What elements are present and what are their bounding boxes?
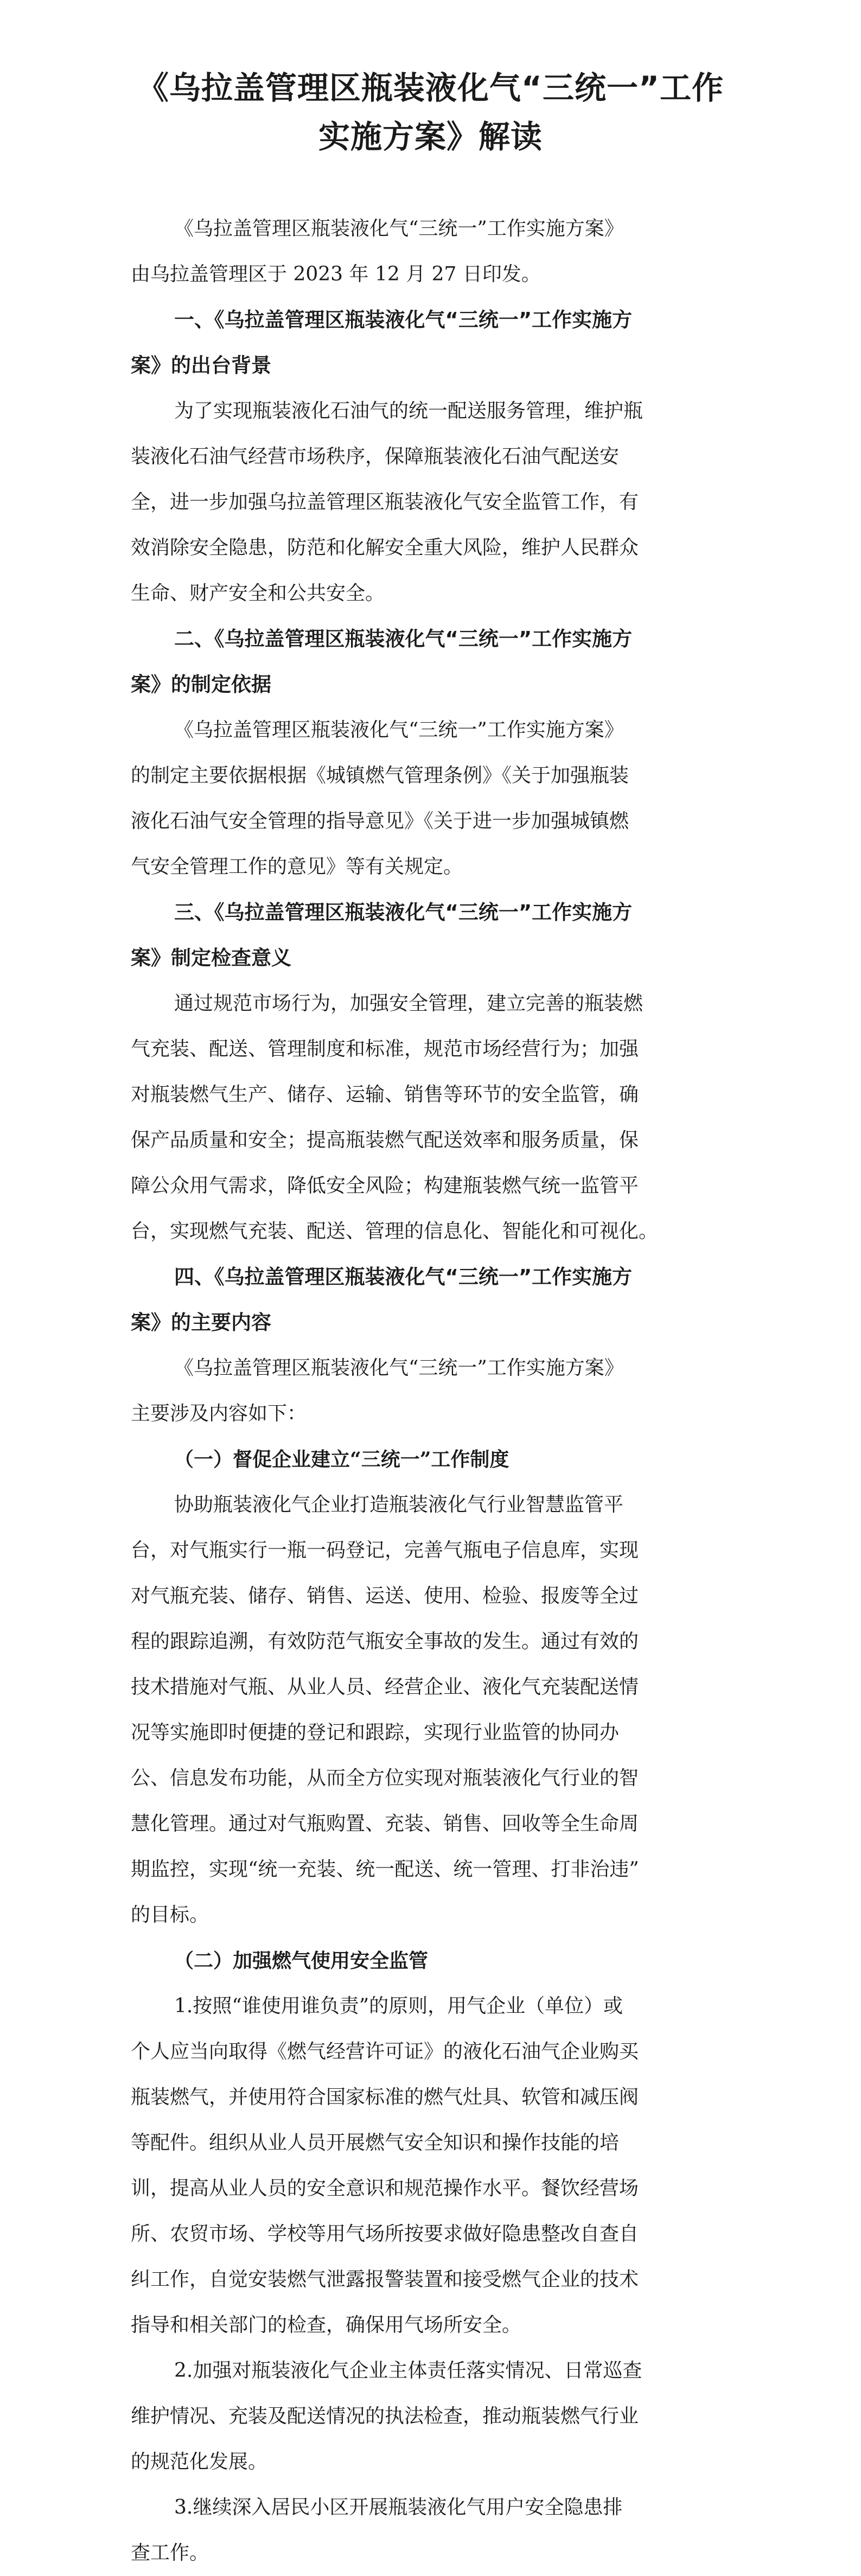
section-heading: 三、《乌拉盖管理区瓶装液化气“三统一”工作实施方 bbox=[174, 901, 633, 924]
section-heading: 一、《乌拉盖管理区瓶装液化气“三统一”工作实施方 bbox=[174, 308, 633, 331]
body-line: 程的跟踪追溯，有效防范气瓶安全事故的发生。通过有效的 bbox=[131, 1630, 639, 1653]
subsection-heading: （一）督促企业建立“三统一”工作制度 bbox=[174, 1448, 509, 1471]
paragraph-first-line: 3.继续深入居民小区开展瓶装液化气用户安全隐患排 bbox=[174, 2496, 623, 2518]
body-line: 个人应当向取得《燃气经营许可证》的液化石油气企业购买 bbox=[131, 2041, 639, 2063]
body-line: 气安全管理工作的意见》等有关规定。 bbox=[131, 856, 463, 878]
paragraph-first-line: 协助瓶装液化气企业打造瓶装液化气行业智慧监管平 bbox=[174, 1494, 624, 1516]
body-line: 对气瓶充装、储存、销售、运送、使用、检验、报废等全过 bbox=[131, 1585, 639, 1607]
body-line: 纠工作，自觉安装燃气泄露报警装置和接受燃气企业的技术 bbox=[131, 2268, 639, 2291]
body-line: 台，实现燃气充装、配送、管理的信息化、智能化和可视化。 bbox=[131, 1220, 659, 1242]
subsection-heading: （二）加强燃气使用安全监管 bbox=[174, 1949, 429, 1972]
body-line: 台，对气瓶实行一瓶一码登记，完善气瓶电子信息库，实现 bbox=[131, 1539, 639, 1561]
body-line: 由乌拉盖管理区于 2023 年 12 月 27 日印发。 bbox=[131, 263, 541, 285]
paragraph-first-line: 通过规范市场行为，加强安全管理，建立完善的瓶装燃 bbox=[174, 992, 643, 1015]
section-heading-continued: 案》的制定依据 bbox=[131, 673, 271, 696]
paragraph-first-line: 《乌拉盖管理区瓶装液化气“三统一”工作实施方案》 bbox=[174, 218, 624, 240]
body-line: 液化石油气安全管理的指导意见》《关于进一步加强城镇燃 bbox=[131, 810, 629, 832]
body-line: 维护情况、充装及配送情况的执法检查，推动瓶装燃气行业 bbox=[131, 2405, 639, 2427]
section-heading: 二、《乌拉盖管理区瓶装液化气“三统一”工作实施方 bbox=[174, 627, 633, 651]
paragraph-first-line: 2.加强对瓶装液化气企业主体责任落实情况、日常巡查 bbox=[174, 2360, 642, 2382]
body-line: 保产品质量和安全；提高瓶装燃气配送效率和服务质量，保 bbox=[131, 1129, 639, 1151]
body-line: 等配件。组织从业人员开展燃气安全知识和操作技能的培 bbox=[131, 2132, 620, 2154]
document-title-line-1: 《乌拉盖管理区瓶装液化气“三统一”工作 bbox=[137, 69, 724, 106]
body-line: 装液化石油气经营市场秩序，保障瓶装液化石油气配送安 bbox=[131, 445, 620, 468]
body-line: 查工作。 bbox=[131, 2542, 209, 2564]
body-line: 的目标。 bbox=[131, 1904, 209, 1926]
section-heading-continued: 案》制定检查意义 bbox=[131, 946, 291, 970]
body-line: 障公众用气需求，降低安全风险；构建瓶装燃气统一监管平 bbox=[131, 1175, 639, 1197]
body-line: 况等实施即时便捷的登记和跟踪，实现行业监管的协同办 bbox=[131, 1721, 620, 1744]
body-line: 指导和相关部门的检查，确保用气场所安全。 bbox=[131, 2314, 522, 2336]
body-line: 的规范化发展。 bbox=[131, 2451, 268, 2473]
body-line: 效消除安全隐患，防范和化解安全重大风险，维护人民群众 bbox=[131, 537, 639, 559]
body-line: 期监控，实现“统一充装、统一配送、统一管理、打非治违” bbox=[131, 1858, 639, 1880]
section-heading: 四、《乌拉盖管理区瓶装液化气“三统一”工作实施方 bbox=[174, 1265, 633, 1289]
body-line: 所、农贸市场、学校等用气场所按要求做好隐患整改自查自 bbox=[131, 2223, 639, 2245]
paragraph-first-line: 为了实现瓶装液化石油气的统一配送服务管理，维护瓶 bbox=[174, 400, 643, 422]
paragraph-first-line: 《乌拉盖管理区瓶装液化气“三统一”工作实施方案》 bbox=[174, 719, 624, 741]
body-line: 气充装、配送、管理制度和标准，规范市场经营行为；加强 bbox=[131, 1038, 639, 1060]
body-line: 主要涉及内容如下： bbox=[131, 1402, 307, 1425]
body-line: 的制定主要依据根据《城镇燃气管理条例》《关于加强瓶装 bbox=[131, 764, 629, 787]
body-line: 生命、财产安全和公共安全。 bbox=[131, 582, 385, 604]
body-line: 技术措施对气瓶、从业人员、经营企业、液化气充装配送情 bbox=[131, 1676, 639, 1698]
section-heading-continued: 案》的主要内容 bbox=[131, 1311, 271, 1334]
paragraph-first-line: 1.按照“谁使用谁负责”的原则，用气企业（单位）或 bbox=[174, 1995, 623, 2017]
body-line: 慧化管理。通过对气瓶购置、充装、销售、回收等全生命周 bbox=[131, 1813, 639, 1835]
body-line: 瓶装燃气，并使用符合国家标准的燃气灶具、软管和减压阀 bbox=[131, 2086, 639, 2108]
section-heading-continued: 案》的出台背景 bbox=[131, 354, 271, 377]
body-line: 训，提高从业人员的安全意识和规范操作水平。餐饮经营场 bbox=[131, 2177, 639, 2199]
paragraph-first-line: 《乌拉盖管理区瓶装液化气“三统一”工作实施方案》 bbox=[174, 1357, 624, 1379]
body-line: 全，进一步加强乌拉盖管理区瓶装液化气安全监管工作，有 bbox=[131, 491, 639, 513]
body-line: 对瓶装燃气生产、储存、运输、销售等环节的安全监管，确 bbox=[131, 1083, 639, 1106]
body-line: 公、信息发布功能，从而全方位实现对瓶装液化气行业的智 bbox=[131, 1767, 639, 1789]
document-title-line-2: 实施方案》解读 bbox=[318, 118, 543, 155]
